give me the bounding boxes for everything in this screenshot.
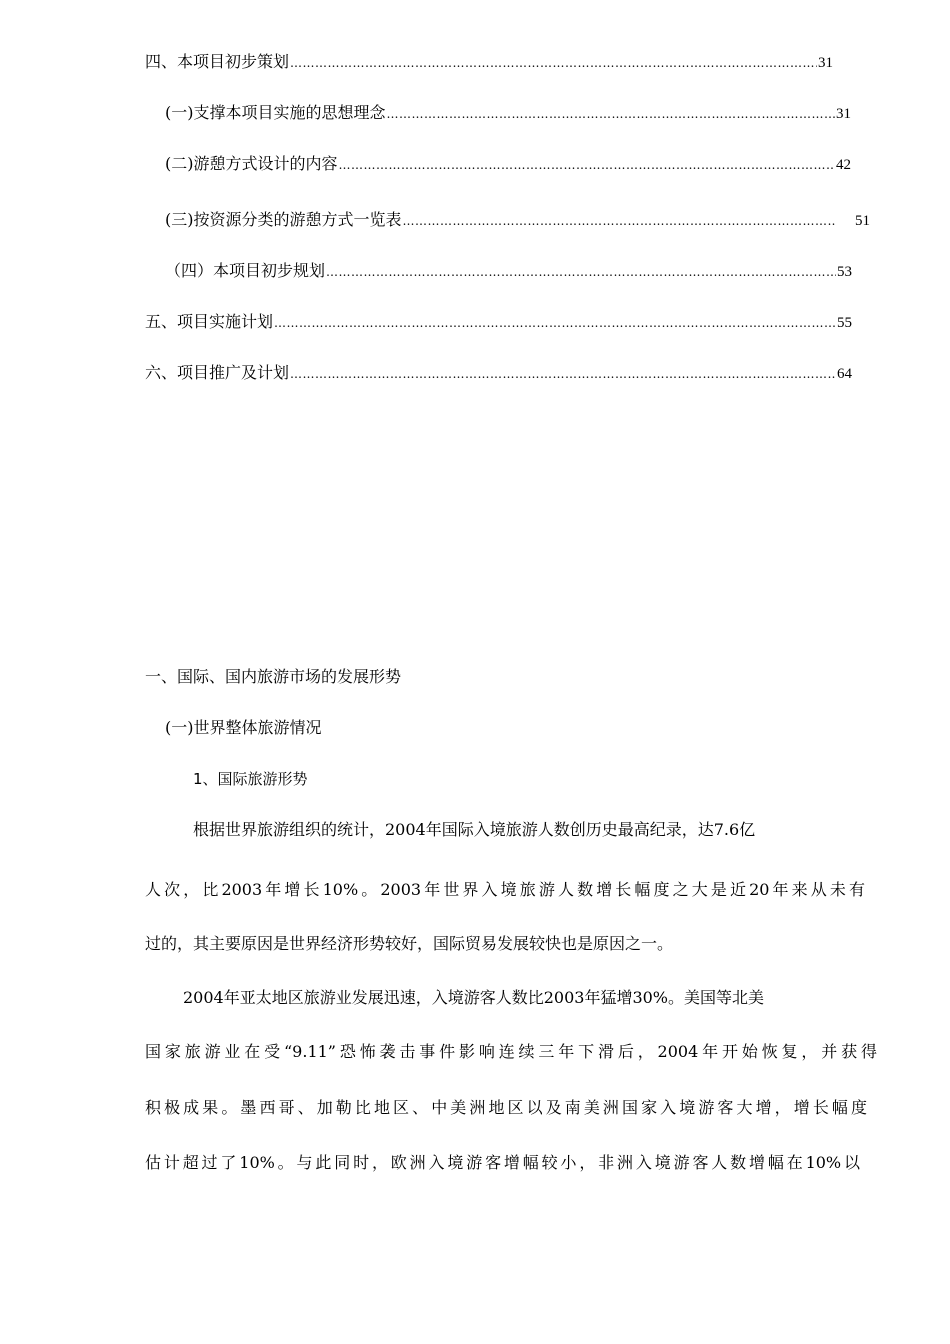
toc-entry-label: （四）本项目初步规划 xyxy=(165,261,326,280)
toc-entry-label: (二)游憩方式设计的内容 xyxy=(165,154,338,173)
toc-leader-dots xyxy=(387,102,836,125)
paragraph-line: 积极成果。墨西哥、加勒比地区、中美洲地区以及南美洲国家入境游客大增，增长幅度 xyxy=(145,1098,867,1117)
toc-entry-label: 五、项目实施计划 xyxy=(145,312,274,331)
toc-entry-page: 51 xyxy=(855,213,870,229)
toc-entry-page: 64 xyxy=(837,366,852,382)
paragraph-line: 2004年亚太地区旅游业发展迅速，入境游客人数比2003年猛增30%。美国等北美 xyxy=(183,988,765,1007)
toc-leader-dots xyxy=(290,51,817,74)
toc-entry[interactable] xyxy=(165,259,852,283)
paragraph-line: 根据世界旅游组织的统计，2004年国际入境旅游人数创历史最高纪录，达7.6亿 xyxy=(193,820,756,839)
toc-entry[interactable] xyxy=(165,101,851,125)
paragraph-line: 过的，其主要原因是世界经济形势较好，国际贸易发展较快也是原因之一。 xyxy=(145,934,674,953)
toc-leader-dots xyxy=(339,153,836,176)
toc-leader-dots xyxy=(403,209,836,232)
toc-leader-dots xyxy=(290,362,836,385)
toc-entry[interactable] xyxy=(145,310,852,334)
toc-entry[interactable] xyxy=(165,152,851,176)
toc-entry-label: 六、项目推广及计划 xyxy=(145,363,290,382)
toc-entry-page: 53 xyxy=(837,264,852,280)
paragraph-line: 国家旅游业在受“9.11”恐怖袭击事件影响连续三年下滑后，2004年开始恢复，并获得 xyxy=(145,1042,877,1061)
toc-entry[interactable] xyxy=(165,208,870,232)
toc-entry-label: (三)按资源分类的游憩方式一览表 xyxy=(165,210,402,229)
toc-leader-dots xyxy=(326,260,836,283)
toc-leader-dots xyxy=(274,311,836,334)
toc-entry-page: 31 xyxy=(836,106,851,122)
paragraph-line: 人次，比2003年增长10%。2003年世界入境旅游人数增长幅度之大是近20年来从未有 xyxy=(145,880,865,899)
section-heading-3: 1、国际旅游形势 xyxy=(193,770,308,788)
paragraph-line: 估计超过了10%。与此同时，欧洲入境游客增幅较小，非洲入境游客人数增幅在10%以 xyxy=(145,1153,860,1172)
toc-entry-label: (一)支撑本项目实施的思想理念 xyxy=(165,103,386,122)
section-heading-2: (一)世界整体旅游情况 xyxy=(165,718,322,737)
toc-entry-page: 31 xyxy=(818,55,833,71)
toc-entry[interactable] xyxy=(145,50,833,74)
toc-entry[interactable] xyxy=(145,361,852,385)
toc-entry-label: 四、本项目初步策划 xyxy=(145,52,290,71)
toc-entry-page: 55 xyxy=(837,315,852,331)
section-heading-1: 一、国际、国内旅游市场的发展形势 xyxy=(145,667,402,686)
toc-entry-page: 42 xyxy=(836,157,851,173)
